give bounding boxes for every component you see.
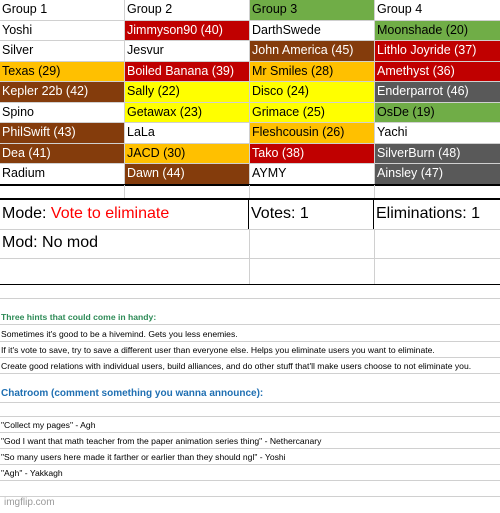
- player-cell[interactable]: Dawn (44): [125, 164, 250, 185]
- chatroom-title: Chatroom (comment something you wanna announce):: [1, 388, 264, 399]
- group-header-2[interactable]: Group 2: [125, 0, 250, 21]
- player-cell[interactable]: Getawax (23): [125, 103, 250, 124]
- section-divider: [0, 284, 500, 285]
- hint-line-3: Create good relations with individual users, build alliances, and do other stuff that'll make users choose to not eliminate you.: [1, 361, 472, 371]
- player-cell[interactable]: Moonshade (20): [375, 21, 500, 42]
- player-cell[interactable]: Radium: [0, 164, 125, 185]
- player-cell[interactable]: Sally (22): [125, 82, 250, 103]
- group-row: [0, 62, 500, 83]
- groups-body: [0, 21, 500, 185]
- player-cell[interactable]: AYMY: [250, 164, 375, 185]
- group-row: [0, 41, 500, 62]
- mode-value: Vote to eliminate: [50, 205, 170, 222]
- player-cell[interactable]: Kepler 22b (42): [0, 82, 125, 103]
- table-divider: [0, 184, 500, 186]
- chat-message-2: "God I want that math teacher from the paper animation series thing" - Nethercanary: [1, 436, 322, 446]
- hint-line-1: Sometimes it's good to be a hivemind. Gets you less enemies.: [1, 329, 238, 339]
- player-cell[interactable]: Texas (29): [0, 62, 125, 83]
- group-row: [0, 144, 500, 165]
- groups-table: [0, 0, 500, 185]
- group-header-3[interactable]: Group 3: [250, 0, 375, 21]
- votes-cell[interactable]: Votes: 1: [249, 200, 374, 229]
- group-row: [0, 103, 500, 124]
- hints-title: Three hints that could come in handy:: [1, 312, 157, 322]
- groups-header-row: [0, 0, 500, 21]
- player-cell[interactable]: Fleshcousin (26): [250, 123, 375, 144]
- grid-line: [0, 357, 500, 358]
- player-cell[interactable]: Silver: [0, 41, 125, 62]
- player-cell[interactable]: Jimmyson90 (40): [125, 21, 250, 42]
- player-cell[interactable]: LaLa: [125, 123, 250, 144]
- chat-message-3: "So many users here made it farther or earlier than they should ngl" - Yoshi: [1, 452, 286, 462]
- grid-line: [0, 402, 500, 403]
- mod-cell[interactable]: Mod: No mod: [2, 234, 99, 251]
- group-row: [0, 82, 500, 103]
- mode-cell[interactable]: [0, 200, 249, 229]
- player-cell[interactable]: Enderparrot (46): [375, 82, 500, 103]
- group-header-1[interactable]: Group 1: [0, 0, 125, 21]
- group-row: [0, 164, 500, 185]
- player-cell[interactable]: DarthSwede: [250, 21, 375, 42]
- status-row: [0, 200, 500, 229]
- chat-message-1: "Collect my pages" - Agh: [1, 420, 96, 430]
- player-cell[interactable]: Ainsley (47): [375, 164, 500, 185]
- player-cell[interactable]: Disco (24): [250, 82, 375, 103]
- imgflip-watermark: imgflip.com: [4, 497, 55, 508]
- group-row: [0, 123, 500, 144]
- grid-line: [0, 298, 500, 299]
- player-cell[interactable]: OsDe (19): [375, 103, 500, 124]
- grid-line: [0, 432, 500, 433]
- grid-line: [374, 185, 375, 198]
- player-cell[interactable]: Tako (38): [250, 144, 375, 165]
- grid-line: [249, 229, 250, 285]
- player-cell[interactable]: Yoshi: [0, 21, 125, 42]
- player-cell[interactable]: Dea (41): [0, 144, 125, 165]
- grid-line: [374, 229, 375, 285]
- grid-line: [0, 496, 500, 497]
- grid-line: [0, 480, 500, 481]
- player-cell[interactable]: John America (45): [250, 41, 375, 62]
- player-cell[interactable]: Boiled Banana (39): [125, 62, 250, 83]
- chat-message-4: "Agh" - Yakkagh: [1, 468, 63, 478]
- player-cell[interactable]: PhilSwift (43): [0, 123, 125, 144]
- player-cell[interactable]: Mr Smiles (28): [250, 62, 375, 83]
- mode-label: Mode:: [2, 205, 51, 222]
- player-cell[interactable]: Lithlo Joyride (37): [375, 41, 500, 62]
- player-cell[interactable]: Spino: [0, 103, 125, 124]
- mod-row: [0, 229, 500, 258]
- player-cell[interactable]: SilverBurn (48): [375, 144, 500, 165]
- grid-line: [0, 448, 500, 449]
- grid-line: [0, 416, 500, 417]
- player-cell[interactable]: Yachi: [375, 123, 500, 144]
- grid-line: [0, 324, 500, 325]
- grid-line: [124, 185, 125, 198]
- grid-line: [0, 373, 500, 374]
- group-header-4[interactable]: Group 4: [375, 0, 500, 21]
- eliminations-cell[interactable]: Eliminations: 1: [376, 205, 481, 222]
- hint-line-2: If it's vote to save, try to save a different user than everyone else. Helps you eliminate users you want to eliminate.: [1, 345, 435, 355]
- grid-line: [0, 341, 500, 342]
- player-cell[interactable]: Amethyst (36): [375, 62, 500, 83]
- grid-line: [249, 185, 250, 198]
- grid-line: [0, 464, 500, 465]
- player-cell[interactable]: JACD (30): [125, 144, 250, 165]
- group-row: [0, 21, 500, 42]
- player-cell[interactable]: Grimace (25): [250, 103, 375, 124]
- grid-line: [0, 258, 500, 259]
- player-cell[interactable]: Jesvur: [125, 41, 250, 62]
